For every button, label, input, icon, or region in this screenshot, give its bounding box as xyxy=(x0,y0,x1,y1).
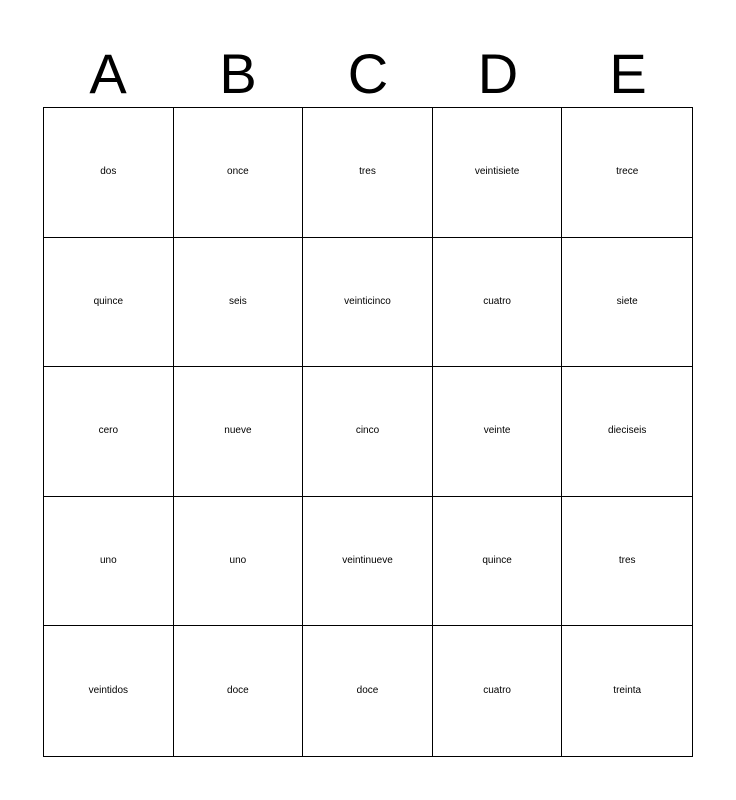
bingo-cell[interactable]: quince xyxy=(44,238,174,368)
bingo-cell[interactable]: uno xyxy=(44,497,174,627)
bingo-cell[interactable]: nueve xyxy=(174,367,304,497)
bingo-cell[interactable]: uno xyxy=(174,497,304,627)
header-letter-a: A xyxy=(89,42,127,105)
bingo-cell[interactable]: dieciseis xyxy=(562,367,692,497)
bingo-cell[interactable]: treinta xyxy=(613,685,642,697)
bingo-cell[interactable]: cuatro xyxy=(433,626,563,756)
bingo-cell[interactable]: dos xyxy=(44,108,174,238)
header-letter-b: B xyxy=(219,42,257,105)
bingo-cell[interactable]: doce xyxy=(303,626,433,756)
bingo-cell[interactable]: cero xyxy=(44,367,174,497)
bingo-cell[interactable]: veinte xyxy=(433,367,563,497)
bingo-cell[interactable]: veintidos xyxy=(44,626,174,756)
header-letter-e: E xyxy=(609,42,647,105)
bingo-cell[interactable]: once xyxy=(174,108,304,238)
bingo-cell[interactable]: cinco xyxy=(303,367,433,497)
bingo-header xyxy=(43,40,693,108)
header-letter-c: C xyxy=(347,42,389,105)
bingo-cell[interactable]: veinticinco xyxy=(303,238,433,368)
bingo-cell[interactable]: doce xyxy=(174,626,304,756)
bingo-cell[interactable]: quince xyxy=(433,497,563,627)
bingo-cell[interactable]: siete xyxy=(562,238,692,368)
bingo-cell[interactable]: seis xyxy=(174,238,304,368)
bingo-cell[interactable]: veintisiete xyxy=(433,108,563,238)
bingo-cell[interactable]: trece xyxy=(562,108,692,238)
bingo-grid xyxy=(43,107,693,757)
bingo-cell[interactable]: tres xyxy=(562,497,692,627)
bingo-cell[interactable]: cuatro xyxy=(433,238,563,368)
bingo-cell[interactable]: tres xyxy=(303,108,433,238)
header-letter-d: D xyxy=(477,42,519,105)
bingo-cell[interactable]: veintinueve xyxy=(303,497,433,627)
